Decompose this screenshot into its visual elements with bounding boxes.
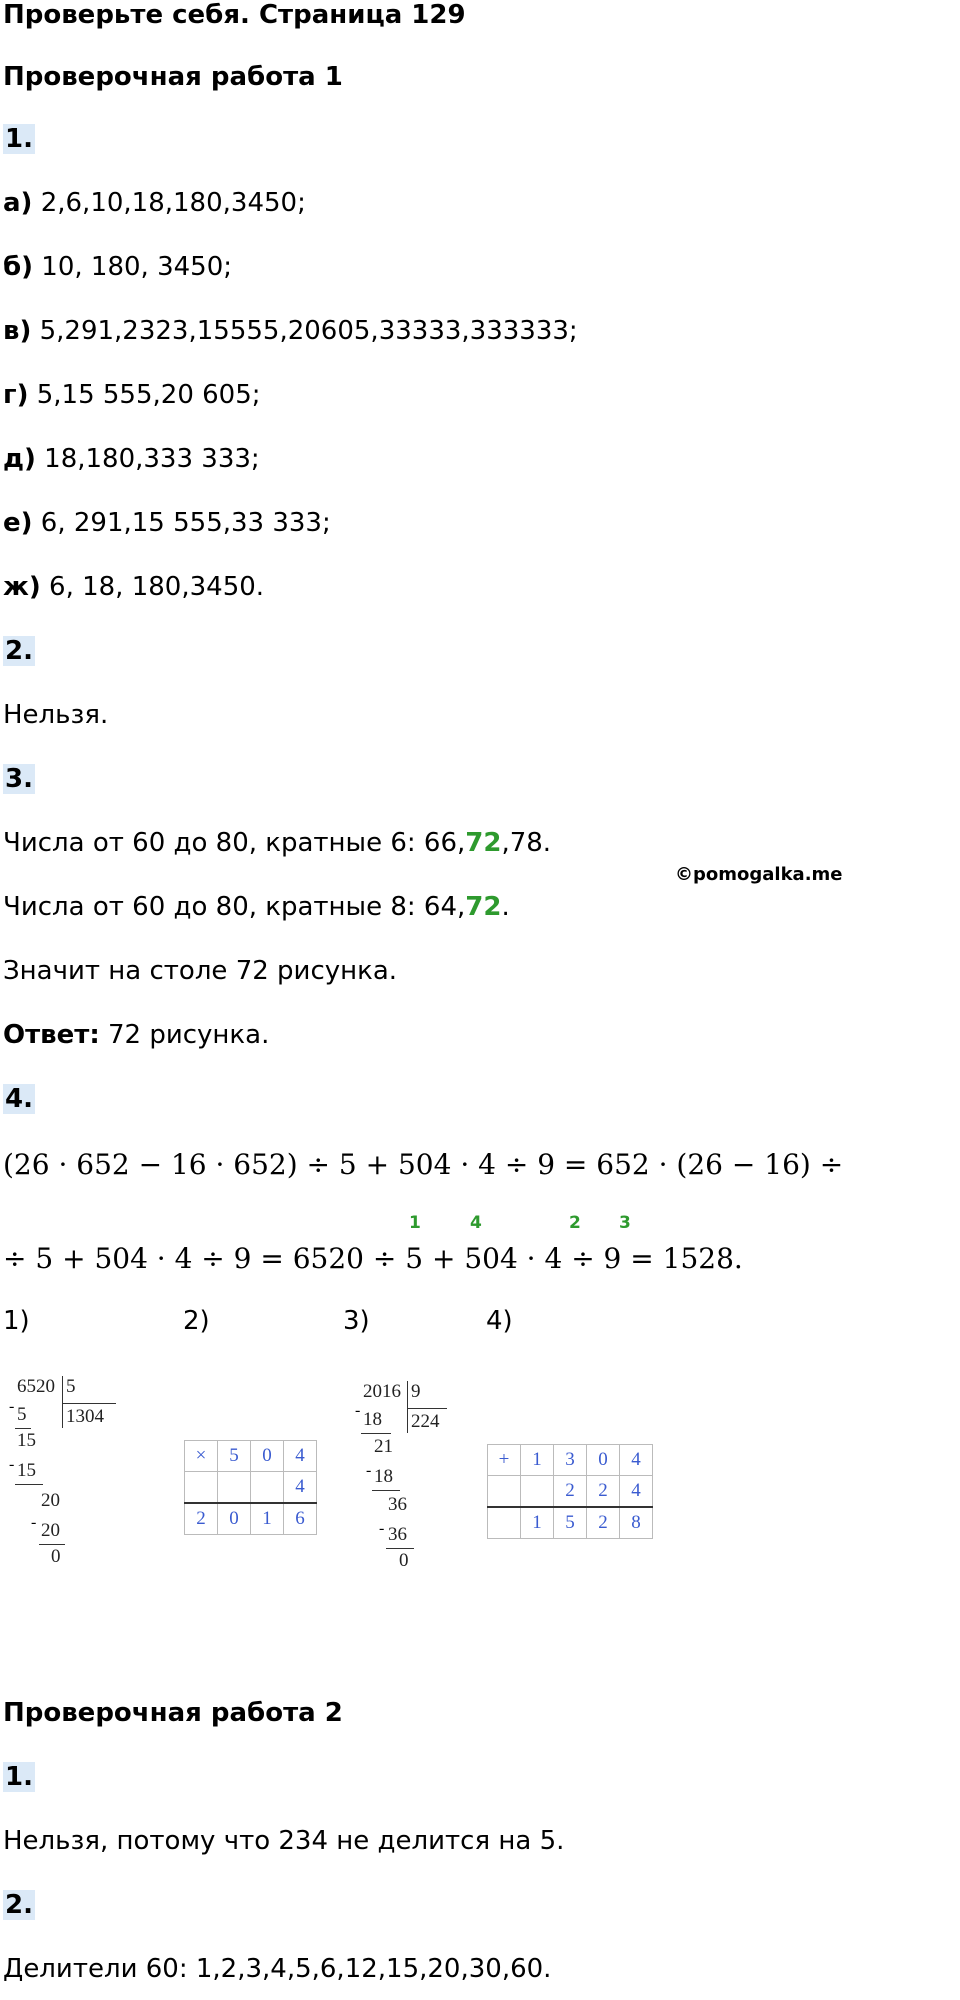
task4-expression-line2: ÷ 5 + 504 · 4 ÷ 9 = 6520 ÷ 5 + 504 · 4 ÷ 9 = 1528. (3, 1242, 743, 1275)
grid-cell: 2 (554, 1476, 587, 1508)
task3-line2: Числа от 60 до 80, кратные 8: 64,72. (3, 892, 510, 922)
grid-cell (521, 1476, 554, 1508)
order-mark: 2 (569, 1213, 581, 1233)
grid-cell: 4 (620, 1445, 653, 1476)
divisor: 5 (66, 1376, 76, 1397)
grid-cell: 5 (218, 1441, 251, 1472)
grid-cell (218, 1472, 251, 1504)
order-mark: 1 (409, 1213, 421, 1233)
quotient: 1304 (66, 1406, 104, 1427)
grid-cell: 4 (284, 1472, 317, 1504)
step-label: 4) (486, 1306, 513, 1336)
remainder: 21 (374, 1436, 393, 1457)
task1-item-b: б) 10, 180, 3450; (3, 252, 233, 282)
task3-answer: Ответ: 72 рисунка. (3, 1020, 270, 1050)
task1-item-v: в) 5,291,2323,15555,20605,33333,333333; (3, 316, 578, 346)
grid-cell: 1 (251, 1503, 284, 1535)
work2-task1-number: 1. (5, 1762, 33, 1792)
grid-cell: 0 (587, 1445, 620, 1476)
grid-cell (251, 1472, 284, 1504)
task1-item-zh: ж) 6, 18, 180,3450. (3, 572, 265, 602)
page-title: Проверьте себя. Страница 129 (3, 0, 466, 30)
grid-cell: 3 (554, 1445, 587, 1476)
work2-task2-number: 2. (5, 1890, 33, 1920)
remainder: 0 (51, 1546, 61, 1567)
step-label: 2) (183, 1306, 210, 1336)
grid-cell: 4 (620, 1476, 653, 1508)
dividend: 6520 (17, 1376, 55, 1397)
grid-cell: 4 (284, 1441, 317, 1472)
step-label: 3) (343, 1306, 370, 1336)
task1-item-g: г) 5,15 555,20 605; (3, 380, 261, 410)
divisor: 9 (411, 1381, 421, 1402)
subtrahend: 36 (388, 1524, 407, 1545)
remainder: 15 (17, 1430, 36, 1451)
grid-cell: 0 (251, 1441, 284, 1472)
order-mark: 3 (619, 1213, 631, 1233)
task3-number: 3. (5, 764, 33, 794)
work2-task2-text: Делители 60: 1,2,3,4,5,6,12,15,20,30,60. (3, 1954, 552, 1984)
subtrahend: 5 (17, 1404, 27, 1425)
task1-item-a: а) 2,6,10,18,180,3450; (3, 188, 306, 218)
grid-cell: 1 (521, 1445, 554, 1476)
remainder: 20 (41, 1490, 60, 1511)
grid-cell: 8 (620, 1507, 653, 1539)
grid-cell: 2 (587, 1507, 620, 1539)
task4-expression-line1: (26 · 652 − 16 · 652) ÷ 5 + 504 · 4 ÷ 9 = 652 · (26 − 16) ÷ (3, 1148, 844, 1181)
grid-cell: 5 (554, 1507, 587, 1539)
task1-item-e: е) 6, 291,15 555,33 333; (3, 508, 331, 538)
order-mark: 4 (470, 1213, 482, 1233)
watermark: ©pomogalka.me (675, 864, 843, 885)
subtrahend: 18 (374, 1466, 393, 1487)
subtrahend: 20 (41, 1520, 60, 1541)
remainder: 0 (399, 1550, 409, 1571)
op-sign: + (488, 1445, 521, 1476)
grid-cell: 2 (185, 1503, 218, 1535)
task3-line1: Числа от 60 до 80, кратные 6: 66,72,78. (3, 828, 552, 858)
multiplication-grid (184, 1440, 317, 1535)
task4-number: 4. (5, 1084, 33, 1114)
task1-number: 1. (5, 124, 33, 154)
work2-task1-text: Нельзя, потому что 234 не делится на 5. (3, 1826, 565, 1856)
grid-cell: 2 (587, 1476, 620, 1508)
work2-title: Проверочная работа 2 (3, 1698, 343, 1728)
subtrahend: 18 (363, 1409, 382, 1430)
quotient: 224 (411, 1411, 440, 1432)
work1-title: Проверочная работа 1 (3, 62, 343, 92)
grid-cell: 1 (521, 1507, 554, 1539)
task2-text: Нельзя. (3, 700, 109, 730)
task2-number: 2. (5, 636, 33, 666)
remainder: 36 (388, 1494, 407, 1515)
addition-grid (487, 1444, 653, 1539)
subtrahend: 15 (17, 1460, 36, 1481)
step-label: 1) (3, 1306, 30, 1336)
grid-cell: 6 (284, 1503, 317, 1535)
grid-cell: 0 (218, 1503, 251, 1535)
dividend: 2016 (363, 1381, 401, 1402)
task3-line3: Значит на столе 72 рисунка. (3, 956, 398, 986)
op-sign: × (185, 1441, 218, 1472)
task1-item-d: д) 18,180,333 333; (3, 444, 260, 474)
